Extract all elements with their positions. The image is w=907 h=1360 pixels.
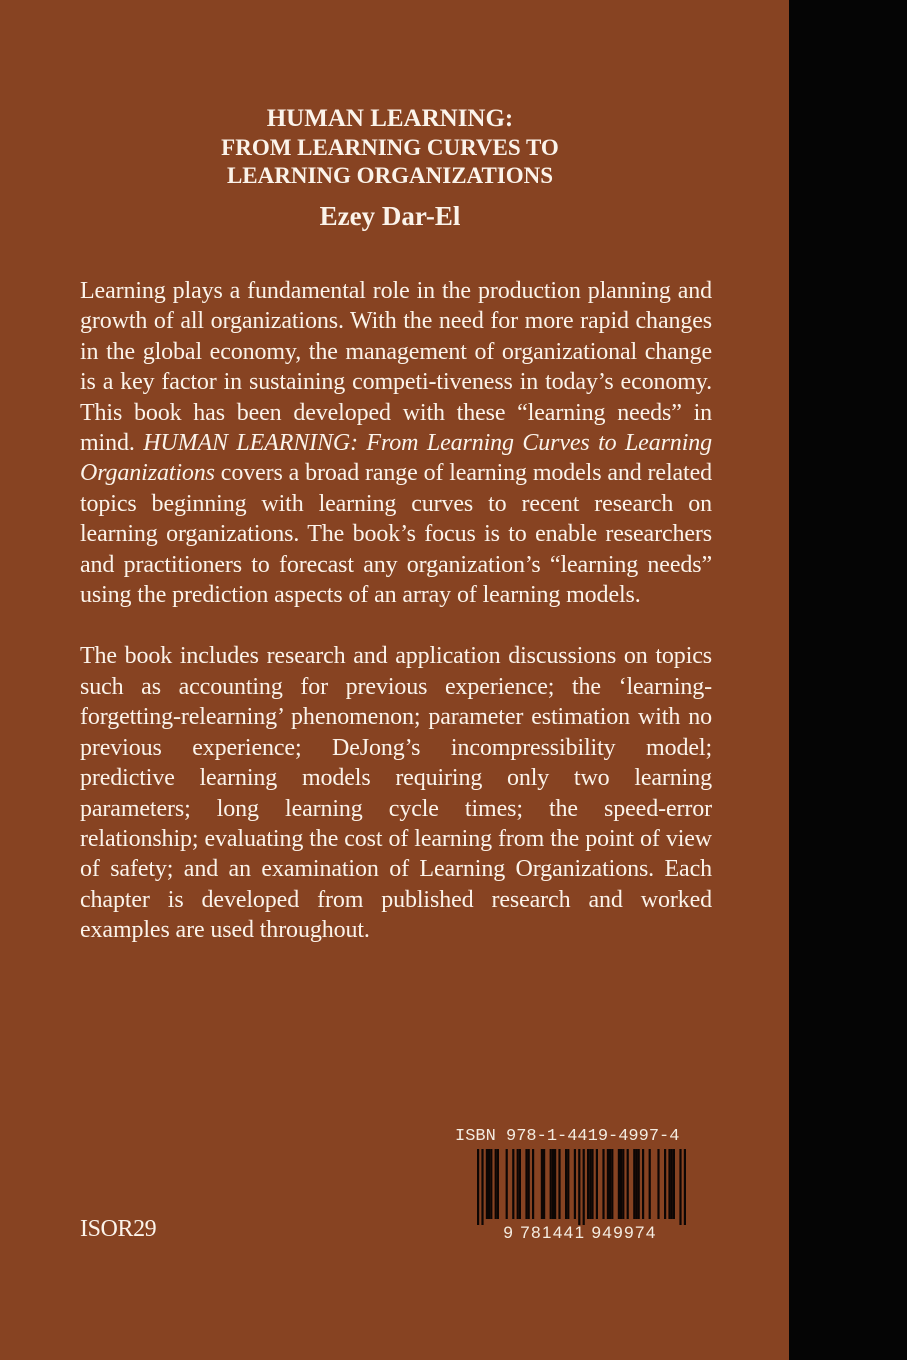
barcode-bar [497,1149,499,1219]
barcode-bar [642,1149,644,1219]
series-code: ISOR29 [80,1216,157,1242]
barcode-bar [638,1149,640,1219]
barcode-bar [567,1149,569,1219]
barcode-bar [657,1149,659,1219]
spine-edge [789,0,907,1360]
barcode-bar [554,1149,556,1219]
barcode-digits: 9 781441 949974 [503,1223,657,1242]
book-title-line-1: HUMAN LEARNING: [266,105,514,132]
barcode-bar [558,1149,560,1219]
barcode-bar [477,1149,479,1225]
barcode-bar [618,1149,620,1219]
barcode-bar [627,1149,629,1219]
barcode-bar [684,1149,686,1225]
barcode-bar [591,1149,593,1219]
barcode-bar [552,1149,554,1219]
barcode-bar [578,1149,580,1225]
barcode-bar [589,1149,591,1219]
barcode-bar [517,1149,519,1219]
barcode-bar [519,1149,521,1219]
barcode-bar [671,1149,673,1219]
barcode-bar [532,1149,534,1219]
barcode-bar [512,1149,514,1219]
barcode-bar [664,1149,666,1219]
barcode-bar [668,1149,670,1219]
barcode-bar [481,1149,483,1225]
barcode-bar [649,1149,651,1219]
barcode-bar [565,1149,567,1219]
barcode-bar [587,1149,589,1219]
barcode-bar [673,1149,675,1219]
description-paragraph-2: The book includes research and application discussions on topics such as accounting for previous experience; the ‘learning-forgetting-relearning’ phenomenon; parameter estimation with no previous experience; DeJong’s incompressibility model; predictive learning models requiring only two learning parameters; long learning cycle times; the speed-error relationship; evaluating the cost of learning from the point of view of safety; and an examination of Learning Organizations. Each chapter is developed from published research and worked examples are used throughout. [80,643,712,944]
barcode-bar [622,1149,624,1219]
book-title-line-3: LEARNING ORGANIZATIONS [226,163,554,188]
barcode-bar [583,1149,585,1225]
barcode-bars [455,1149,705,1225]
barcode-bar [506,1149,508,1219]
description-text: Learning plays a fundamental role in the production planning and growth of all organizations. With the need for more rapid changes in the global economy, the management of organizational change is a key factor in sustaining competi-tiveness in today’s economy. This book has been developed with these “learning needs” in mind. [80,278,712,457]
barcode-bar [611,1149,613,1219]
barcode-bar [541,1149,543,1219]
barcode-bar [543,1149,545,1219]
isbn-barcode [455,1127,705,1257]
barcode-bar [574,1149,576,1219]
book-title-line-2: FROM LEARNING CURVES TO [221,135,559,160]
description-text-continued: covers a broad range of learning models and related topics beginning with learning curves to recent research on learning organizations. The book’s focus is to enable researchers and practitioners to forecast any organization’s “learning needs” using the prediction aspects of an array of learning models. [80,460,712,609]
description-paragraph-1 [80,276,712,610]
barcode-bar [679,1149,681,1225]
barcode-bar [609,1149,611,1219]
title-block [90,104,690,232]
barcode-bar [486,1149,488,1219]
isbn-label: ISBN 978-1-4419-4997-4 [455,1127,680,1146]
barcode-bar [525,1149,527,1219]
barcode-bar [620,1149,622,1219]
barcode-bar [635,1149,637,1219]
barcode-bar [607,1149,609,1219]
book-description [80,276,712,946]
barcode-bar [633,1149,635,1219]
barcode-bar [596,1149,598,1219]
italic-book-title: HUMAN LEARNING: From Learning Curves to Learning Organizations [80,430,713,487]
barcode-bar [550,1149,552,1219]
barcode-bar [488,1149,490,1219]
barcode-bar [495,1149,497,1219]
barcode-bar [490,1149,492,1219]
barcode-bar [528,1149,530,1219]
barcode-bar [602,1149,604,1219]
author-name: Ezey Dar-El [319,201,461,231]
